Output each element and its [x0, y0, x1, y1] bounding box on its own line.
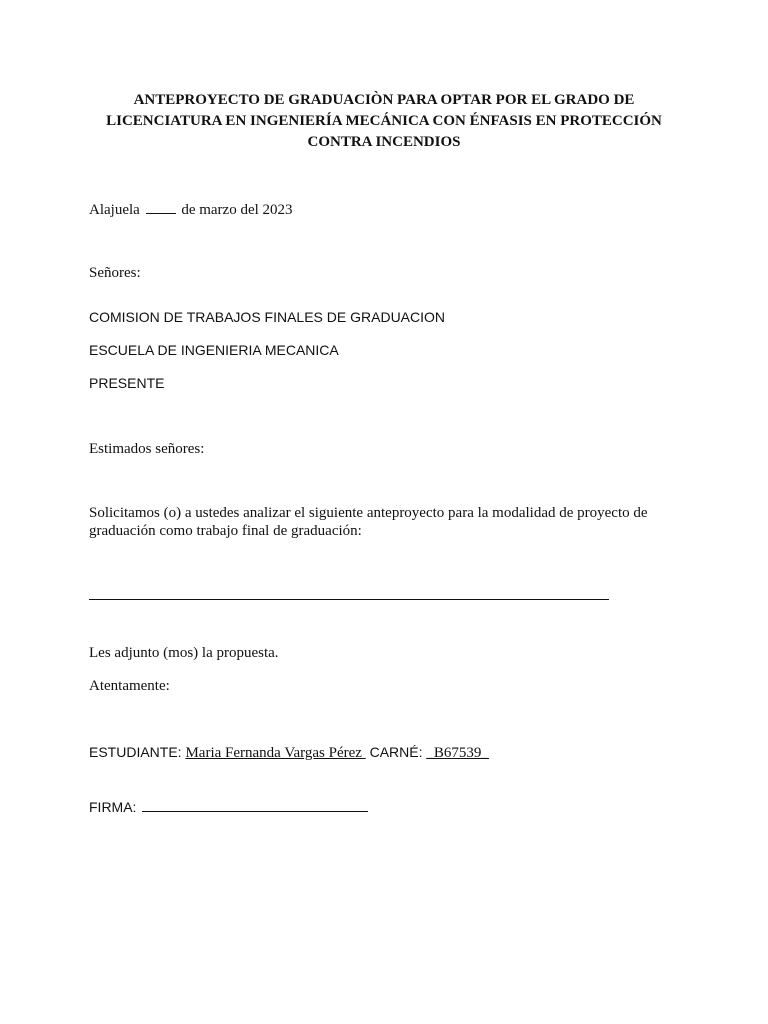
student-line: [89, 743, 489, 762]
student-label: ESTUDIANTE:: [89, 744, 182, 760]
date-rest: de marzo del 2023: [181, 202, 293, 218]
title-line-1: ANTEPROYECTO DE GRADUACIÒN PARA OPTAR POR EL GRADO DE: [133, 92, 635, 108]
title-line-2: LICENCIATURA EN INGENIERÍA MECÁNICA CON ÉNFASIS EN PROTECCIÓN: [106, 113, 662, 129]
recipient-line-3: PRESENTE: [89, 375, 165, 391]
salutation: Señores:: [89, 265, 141, 281]
firma-label: FIRMA:: [89, 799, 137, 815]
signature-line: [89, 797, 368, 816]
date-line: [89, 200, 293, 219]
attachment-line: Les adjunto (mos) la propuesta.: [89, 645, 279, 661]
document-title: [90, 90, 678, 153]
recipient-line-2: ESCUELA DE INGENIERIA MECANICA: [89, 342, 339, 358]
title-line-3: CONTRA INCENDIOS: [307, 134, 461, 150]
body-paragraph: Solicitamos (o) a ustedes analizar el siguiente anteproyecto para la modalidad de proyecto de graduación como trabajo final de graduación:: [89, 505, 648, 539]
greeting: Estimados señores:: [89, 441, 205, 457]
carne-value: _B67539_: [426, 745, 489, 761]
project-title-blank-line: [89, 599, 609, 600]
date-place: Alajuela: [89, 202, 140, 218]
carne-label: CARNÉ:: [369, 744, 423, 760]
student-name: Maria Fernanda Vargas Pérez: [185, 745, 366, 761]
date-day-blank: [146, 200, 176, 214]
closing-line: Atentamente:: [89, 678, 170, 694]
recipient-line-1: COMISION DE TRABAJOS FINALES DE GRADUACION: [89, 309, 446, 325]
signature-blank: [142, 797, 368, 812]
